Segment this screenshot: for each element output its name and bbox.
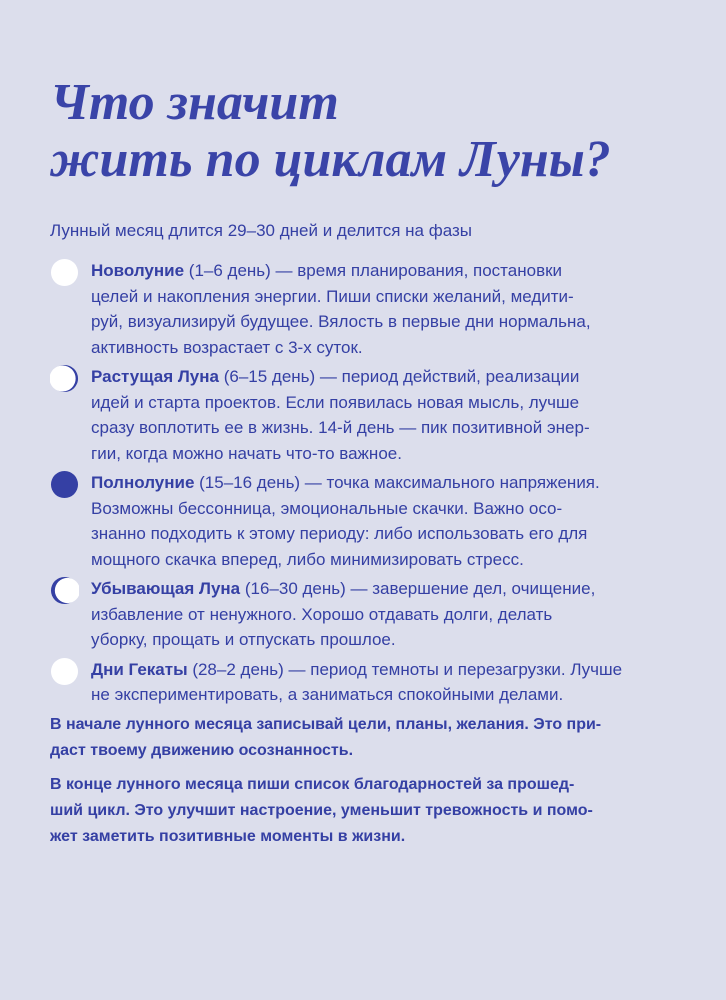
phase-name: Новолуние <box>91 261 185 280</box>
phase-text: целей и накопления энергии. Пиши списки желаний, медити- <box>91 286 574 306</box>
title-line: Что значит <box>50 74 339 131</box>
phase-hecate-days <box>50 657 680 708</box>
phase-text: гии, когда можно начать что-то важное. <box>91 443 402 463</box>
phase-text: уборку, прощать и отпускать прошлое. <box>91 630 396 649</box>
hecate-moon-icon <box>50 657 79 686</box>
phase-text: идей и старта проектов. Если появилась новая мысль, лучше <box>91 392 580 412</box>
phase-text: (1–6 день) — время планирования, постановки <box>184 261 563 280</box>
phase-text: Возможны бессонница, эмоциональные скачки. Важно осо- <box>91 498 563 518</box>
phase-new-moon <box>50 258 680 360</box>
waning-moon-icon <box>50 576 79 605</box>
phase-text: знанно подходить к этому периоду: либо использовать его для <box>91 524 588 543</box>
note-start-month <box>50 712 710 764</box>
phase-full-moon <box>50 470 680 572</box>
phase-name: Полнолуние <box>91 473 195 492</box>
intro-text: Лунный месяц длится 29–30 дней и делится на фазы <box>50 221 473 240</box>
phase-waning-moon <box>50 576 680 653</box>
phase-text: активность возрастает с 3-х суток. <box>91 337 363 357</box>
notes <box>50 712 710 858</box>
phase-text: (16–30 день) — завершение дел, очищение, <box>240 579 596 598</box>
phase-text: (6–15 день) — период действий, реализации <box>218 367 580 386</box>
note-line: даст твоему движению осознанность. <box>50 742 354 759</box>
phase-text: сразу воплотить ее в жизнь. 14-й день — пик позитивной энер- <box>91 418 590 437</box>
page-title <box>50 74 710 188</box>
phase-text: мощного скачка вперед, либо минимизировать стресс. <box>91 549 524 569</box>
new-moon-icon <box>50 258 79 287</box>
note-end-month <box>50 772 710 850</box>
note-line: жет заметить позитивные моменты в жизни. <box>50 828 406 845</box>
phase-waxing-moon <box>50 364 680 466</box>
moon-phases-list <box>50 258 680 712</box>
phase-text: руй, визуализируй будущее. Вялость в первые дни нормальна, <box>91 312 591 331</box>
note-line: ший цикл. Это улучшит настроение, уменьшит тревожность и помо- <box>50 802 593 819</box>
waxing-moon-icon <box>50 364 79 393</box>
note-line: В начале лунного месяца записывай цели, планы, желания. Это при- <box>50 716 602 733</box>
phase-text: избавление от ненужного. Хорошо отдавать долги, делать <box>91 604 553 624</box>
full-moon-icon <box>50 470 79 499</box>
phase-name: Убывающая Луна <box>91 579 241 598</box>
title-line: жить по циклам Луны? <box>50 131 611 188</box>
note-line: В конце лунного месяца пиши список благодарностей за прошед- <box>50 776 575 793</box>
phase-text: (15–16 день) — точка максимального напряжения. <box>194 473 600 492</box>
phase-name: Дни Гекаты <box>91 659 188 679</box>
phase-name: Растущая Луна <box>91 367 219 386</box>
phase-text: не экспериментировать, а заниматься спокойными делами. <box>91 685 564 704</box>
phase-text: (28–2 день) — период темноты и перезагрузки. Лучше <box>187 659 623 679</box>
